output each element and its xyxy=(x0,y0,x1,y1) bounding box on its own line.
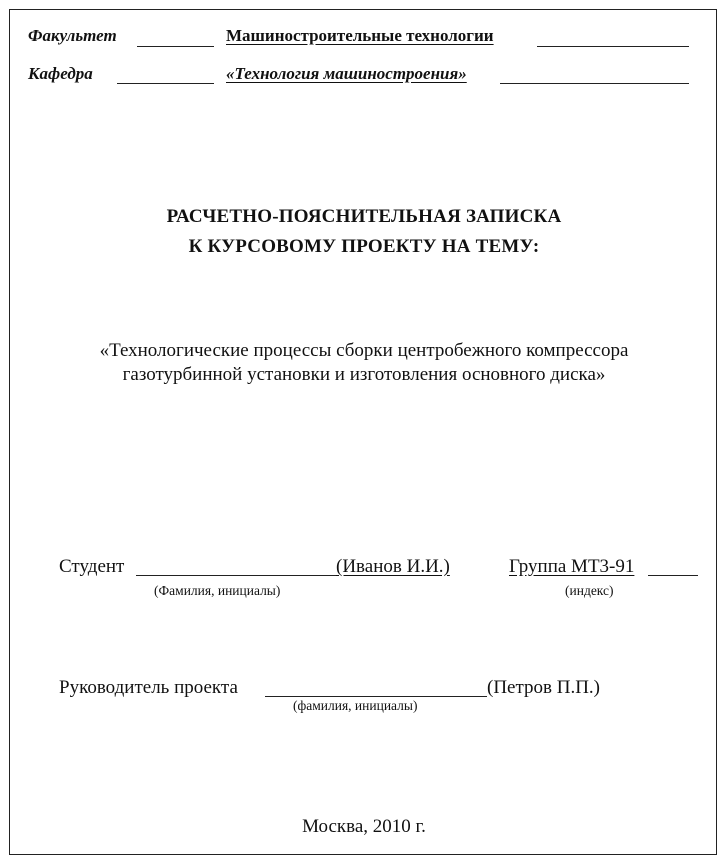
group-hint: (индекс) xyxy=(565,583,614,598)
student-hint: (Фамилия, инициалы) xyxy=(154,583,281,598)
student-name: (Иванов И.И.) xyxy=(336,556,450,577)
topic-line2: газотурбинной установки и изготовления основного диска» xyxy=(122,364,606,385)
doc-title-line2: К КУРСОВОМУ ПРОЕКТУ НА ТЕМУ: xyxy=(188,236,540,257)
city-year: Москва, 2010 г. xyxy=(302,816,426,837)
faculty-blank-line xyxy=(137,46,214,47)
doc-title-line1: РАСЧЕТНО-ПОЯСНИТЕЛЬНАЯ ЗАПИСКА xyxy=(166,206,562,227)
group-trailing-line xyxy=(648,575,698,576)
group-label: Группа МТ3-91 xyxy=(509,556,635,577)
department-trailing-line xyxy=(500,83,689,84)
student-signature-line xyxy=(136,575,336,576)
department-value: «Технология машиностроения» xyxy=(226,64,467,83)
department-label: Кафедра xyxy=(28,64,93,83)
faculty-value: Машиностроительные технологии xyxy=(226,26,494,45)
supervisor-label: Руководитель проекта xyxy=(59,677,238,698)
faculty-trailing-line xyxy=(537,46,689,47)
page-border xyxy=(9,9,717,855)
supervisor-name: (Петров П.П.) xyxy=(487,677,601,698)
supervisor-hint: (фамилия, инициалы) xyxy=(293,698,418,713)
faculty-label: Факультет xyxy=(28,26,117,45)
department-blank-line xyxy=(117,83,214,84)
supervisor-signature-line xyxy=(265,696,487,697)
student-label: Студент xyxy=(59,556,125,577)
topic-line1: «Технологические процессы сборки центробежного компрессора xyxy=(99,340,629,361)
